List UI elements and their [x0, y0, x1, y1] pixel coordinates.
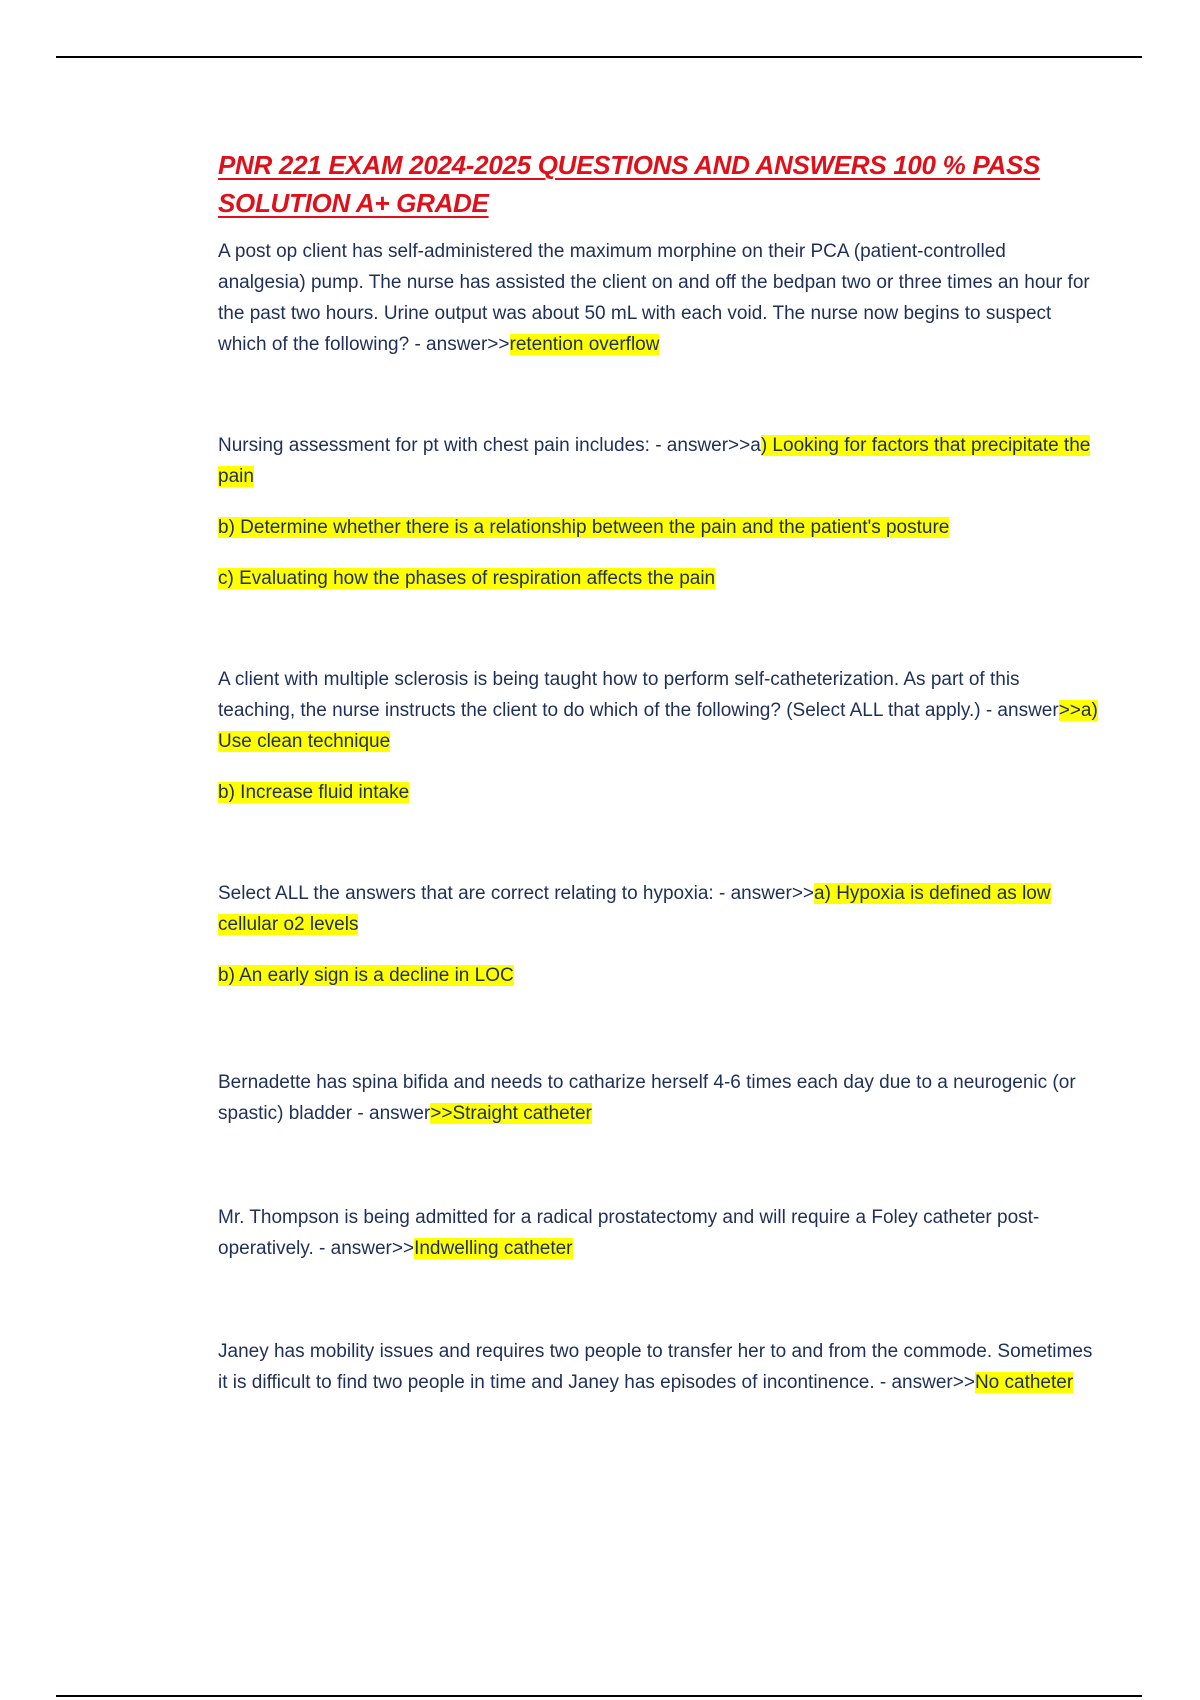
highlighted-answer: b) An early sign is a decline in LOC — [218, 965, 514, 986]
question-text — [218, 1202, 1098, 1264]
highlighted-answer: c) Evaluating how the phases of respiration affects the pain — [218, 568, 716, 589]
qa-item-3 — [218, 664, 1098, 808]
qa-item-7 — [218, 1336, 1098, 1398]
question-text — [218, 1336, 1098, 1398]
qa-item-1 — [218, 236, 1098, 360]
qa-item-2 — [218, 430, 1098, 594]
qa-item-5 — [218, 1067, 1098, 1129]
highlighted-answer: a) Hypoxia is defined as low cellular o2 levels — [218, 883, 1051, 935]
highlighted-answer: b) Increase fluid intake — [218, 782, 410, 803]
qa-item-6 — [218, 1202, 1098, 1264]
question-text — [218, 430, 1098, 492]
answer-option — [218, 512, 1098, 543]
answer-option — [218, 563, 1098, 594]
document-title: PNR 221 EXAM 2024-2025 QUESTIONS AND ANSWERS 100 % PASS SOLUTION A+ GRADE — [218, 150, 1041, 218]
answer-option — [218, 960, 1098, 991]
question-text — [218, 878, 1098, 940]
question-stem: A client with multiple sclerosis is being taught how to perform self-catheterization. As part of this teaching, the nurse instructs the client to do which of the following? (Select ALL that apply.) - answer — [218, 669, 1059, 721]
question-text — [218, 664, 1098, 757]
document-body — [218, 146, 1098, 1398]
question-stem: Janey has mobility issues and requires two people to transfer her to and from the commode. Sometimes it is difficult to find two people in time and Janey has episodes of incontinence. - answer>> — [218, 1341, 1093, 1393]
highlighted-answer: No catheter — [974, 1372, 1074, 1393]
highlighted-answer: b) Determine whether there is a relationship between the pain and the patient's posture — [218, 517, 950, 538]
question-text — [218, 236, 1098, 360]
question-stem: Bernadette has spina bifida and needs to catharize herself 4-6 times each day due to a neurogenic (or spastic) bladder - answer — [218, 1072, 1076, 1124]
question-stem: Select ALL the answers that are correct relating to hypoxia: - answer>> — [218, 883, 815, 904]
highlighted-answer: retention overflow — [509, 334, 660, 355]
highlighted-answer: ) Looking for factors that precipitate the pain — [218, 435, 1091, 487]
question-text — [218, 1067, 1098, 1129]
highlighted-answer: >>Straight catheter — [430, 1103, 592, 1124]
question-stem: Nursing assessment for pt with chest pain includes: - answer>>a — [218, 435, 761, 456]
question-stem: Mr. Thompson is being admitted for a radical prostatectomy and will require a Foley catheter post-operatively. - answer>> — [218, 1207, 1040, 1259]
page-top-rule — [56, 56, 1142, 58]
highlighted-answer: >>a) Use clean technique — [218, 700, 1098, 752]
answer-option — [218, 777, 1098, 808]
page-bottom-rule — [56, 1695, 1142, 1697]
qa-item-4 — [218, 878, 1098, 991]
highlighted-answer: Indwelling catheter — [414, 1238, 573, 1259]
question-stem: A post op client has self-administered the maximum morphine on their PCA (patient-controlled analgesia) pump. The nurse has assisted the client on and off the bedpan two or three times an hour for the past two hours. Urine output was about 50 mL with each void. The nurse now begins to suspect which of the following? - answer>> — [218, 241, 1090, 355]
